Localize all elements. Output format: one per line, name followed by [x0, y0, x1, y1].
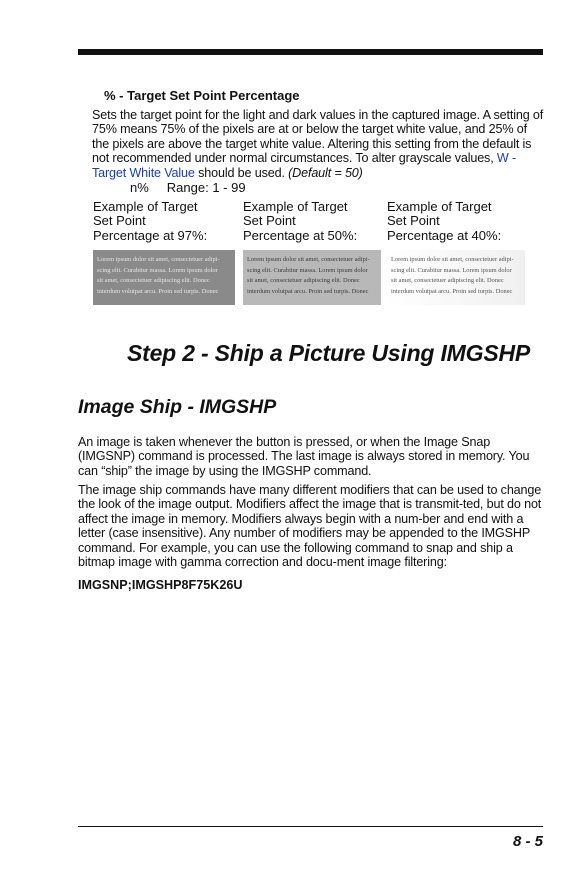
sample-text-line: scing elit. Curabitur massa. Lorem ipsum dolor: [97, 266, 218, 274]
example-image-50: [243, 250, 381, 305]
example-label-line: Example of Target: [243, 199, 348, 214]
section-heading: % - Target Set Point Percentage: [104, 88, 300, 103]
setting-description: [92, 108, 547, 180]
target-white-value-link[interactable]: W - Target White Value: [92, 151, 517, 180]
bottom-rule: [78, 826, 543, 827]
example-label-line: Percentage at 40%:: [387, 227, 502, 243]
example-label-line: Example of Target: [387, 199, 492, 214]
example-label-line: Set Point: [93, 213, 146, 229]
sample-text-line: interdum volutpat arcu. Proin sed turpis. Donec: [391, 287, 513, 295]
sample-text-line: scing elit. Curabitur massa. Lorem ipsum dolor: [391, 266, 512, 274]
sample-text-line: scing elit. Curabitur massa. Lorem ipsum dolor: [247, 266, 368, 274]
example-label-40: [387, 200, 501, 243]
description-text-end: should be used.: [194, 165, 289, 180]
example-label-line: Example of Target: [93, 199, 198, 214]
description-text: Sets the target point for the light and dark values in the captured image. A setting of 75% means 75% of the pixels are at or below the target white value, and 25% of the pixels are above the target white value. Altering this setting from the default is not recommended under normal circumstances. To alter grayscale values,: [92, 108, 544, 166]
range-parameter: n%: [130, 180, 149, 195]
top-rule: [78, 49, 543, 55]
sample-text-line: interdum volutpat arcu. Proin sed turpis. Donec: [97, 287, 219, 295]
example-label-line: Percentage at 97%:: [93, 227, 208, 243]
example-image-97: [93, 250, 235, 305]
sample-text-line: sit amet, consectetuer adipiscing elit. Donec: [97, 277, 210, 284]
example-label-97: [93, 200, 207, 243]
sample-text-line: Lorem ipsum dolor sit amet, consectetuer adipi-: [247, 256, 370, 263]
sample-text-line: Lorem ipsum dolor sit amet, consectetuer adipi-: [97, 256, 220, 263]
default-value-note: (Default = 50): [288, 165, 363, 180]
example-label-line: Set Point: [243, 213, 296, 229]
paragraph-modifiers: The image ship commands have many different modifiers that can be used to change the look of the image output. Modifiers affect the image that is transmit-ted, but do not affect the image in memory. Modifiers always begin with a num-ber and end with a letter (case insensitive). Any number of modifiers may be appended to the IMGSHP command. For example, you can use the following command to snap and ship a bitmap image with gamma correction and docu-ment image filtering:: [78, 483, 542, 570]
sample-text-line: Lorem ipsum dolor sit amet, consectetuer adipi-: [391, 256, 514, 263]
example-label-line: Set Point: [387, 213, 440, 229]
sample-text-line: sit amet, consectetuer adipiscing elit. Donec: [391, 277, 504, 284]
sample-text-line: sit amet, consectetuer adipiscing elit. Donec: [247, 277, 360, 284]
subsection-title: Image Ship - IMGSHP: [78, 396, 277, 418]
page-number: 8 - 5: [512, 833, 543, 850]
sample-text-line: interdum volutpat arcu. Proin sed turpis. Donec: [247, 287, 369, 295]
example-command: IMGSNP;IMGSHP8F75K26U: [78, 578, 243, 592]
step-title: Step 2 - Ship a Picture Using IMGSHP: [126, 340, 531, 366]
example-image-40: [387, 250, 525, 305]
example-label-line: Percentage at 50%:: [243, 227, 358, 243]
range-text: Range: 1 - 99: [166, 180, 246, 195]
range-line: [130, 180, 246, 195]
example-label-50: [243, 200, 357, 243]
paragraph-intro: An image is taken whenever the button is pressed, or when the Image Snap (IMGSNP) command is processed. The last image is always stored in memory. You can “ship” the image by using the IMGSHP command.: [78, 435, 530, 478]
